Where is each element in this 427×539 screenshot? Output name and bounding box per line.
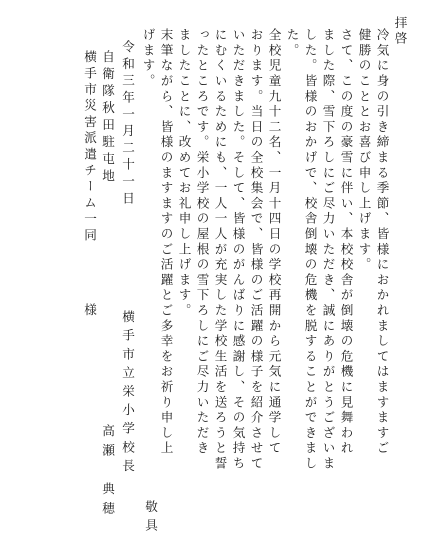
salutation: 拝啓: [392, 16, 408, 47]
addressee-team: 横手市災害派遣チーム一同: [82, 50, 97, 245]
body-line-2: 健勝のこととお喜び申し上げます。: [356, 28, 372, 273]
body-line-5: した。皆様のおかげで、校舎倒壊の危機を脱することができまし: [302, 28, 318, 472]
body-line-7: 全校児童九十二名、一月十四日の学校再開から元気に通学して: [266, 28, 282, 457]
body-line-14: げます。: [140, 28, 156, 90]
body-line-4: ました際、雪下ろしにご尽力いただき、誠にありがとうございま: [320, 28, 336, 472]
body-line-12: ましたことに、改めてお礼申し上げます。: [176, 28, 192, 319]
body-line-11: ったところです。栄小学校の屋根の雪下ろしにご尽力いただき: [194, 28, 210, 457]
letter-date: 令和三年一月二十一日: [120, 40, 135, 208]
body-line-10: にむくいるためにも、一人一人が充実した学校生活を送ろうと誓: [212, 28, 228, 472]
recipient-family-name: 高瀬: [100, 424, 115, 464]
body-line-6: た。: [284, 28, 300, 59]
closing-keigu: 敬具: [143, 500, 158, 538]
body-line-8: おります。当日の全校集会で、皆様のご活躍の様子を紹介させて: [248, 28, 264, 472]
addressee-honorific: 様: [82, 303, 97, 316]
body-line-3: さて、この度の豪雪に伴い、本校校舎が倒壊の危機に見舞われ: [338, 28, 354, 457]
addressee-org: 自衛隊秋田駐屯地: [100, 50, 115, 186]
recipient-school: 横手市立栄小学校長: [120, 310, 135, 478]
body-line-1: 冷気に身の引き締まる季節、皆様におかれましてはますますご: [374, 28, 390, 457]
recipient-given-name: 典穂: [100, 482, 115, 522]
body-line-9: いただきました。そして、皆様のがんばりに感謝し、その気持ち: [230, 28, 246, 472]
body-line-13: 末筆ながら、皆様のますますのご活躍とご多幸をお祈り申し上: [158, 28, 174, 457]
